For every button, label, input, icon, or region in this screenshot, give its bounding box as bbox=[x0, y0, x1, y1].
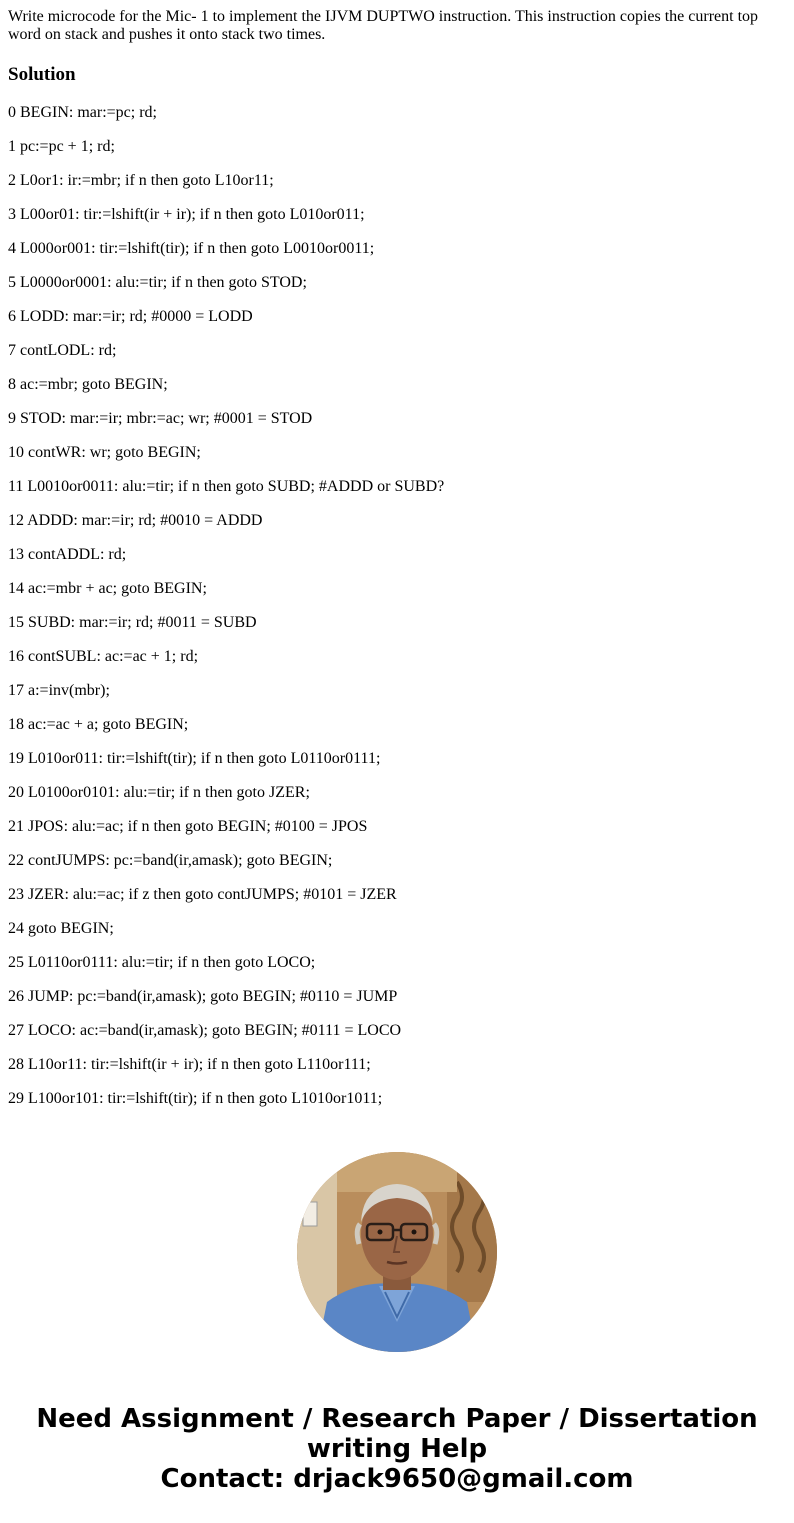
code-line: 0 BEGIN: mar:=pc; rd; bbox=[8, 104, 157, 121]
code-line: 17 a:=inv(mbr); bbox=[8, 682, 110, 699]
code-line: 18 ac:=ac + a; goto BEGIN; bbox=[8, 716, 189, 733]
code-line: 14 ac:=mbr + ac; goto BEGIN; bbox=[8, 580, 207, 597]
code-line: 27 LOCO: ac:=band(ir,amask); goto BEGIN; #0111 = LOCO bbox=[8, 1022, 402, 1039]
code-line: 6 LODD: mar:=ir; rd; #0000 = LODD bbox=[8, 308, 253, 325]
code-line: 8 ac:=mbr; goto BEGIN; bbox=[8, 376, 168, 393]
code-line: 21 JPOS: alu:=ac; if n then goto BEGIN; #0100 = JPOS bbox=[8, 818, 368, 835]
code-line: 16 contSUBL: ac:=ac + 1; rd; bbox=[8, 648, 199, 665]
code-line: 1 pc:=pc + 1; rd; bbox=[8, 138, 115, 155]
code-line: 19 L010or011: tir:=lshift(tir); if n then goto L0110or0111; bbox=[8, 750, 381, 767]
question-text: Write microcode for the Mic- 1 to implement the IJVM DUPTWO instruction. This instruction copies the current top word on stack and pushes it onto stack two times. bbox=[8, 8, 759, 43]
code-line: 15 SUBD: mar:=ir; rd; #0011 = SUBD bbox=[8, 614, 257, 631]
code-line: 13 contADDL: rd; bbox=[8, 546, 127, 563]
footer-contact-email: Contact: drjack9650@gmail.com bbox=[160, 1464, 634, 1494]
code-line: 12 ADDD: mar:=ir; rd; #0010 = ADDD bbox=[8, 512, 263, 529]
code-line: 22 contJUMPS: pc:=band(ir,amask); goto BEGIN; bbox=[8, 852, 333, 869]
microcode-listing bbox=[8, 104, 778, 1108]
code-line: 5 L0000or0001: alu:=tir; if n then goto STOD; bbox=[8, 274, 307, 291]
portrait-illustration bbox=[297, 1152, 497, 1352]
code-line: 25 L0110or0111: alu:=tir; if n then goto LOCO; bbox=[8, 954, 316, 971]
code-line: 24 goto BEGIN; bbox=[8, 920, 114, 937]
code-line: 29 L100or101: tir:=lshift(tir); if n then goto L1010or1011; bbox=[8, 1090, 383, 1107]
code-line: 7 contLODL: rd; bbox=[8, 342, 117, 359]
document-body bbox=[8, 8, 778, 1124]
code-line: 20 L0100or0101: alu:=tir; if n then goto JZER; bbox=[8, 784, 310, 801]
footer-line-2: writing Help bbox=[306, 1434, 488, 1464]
code-line: 3 L00or01: tir:=lshift(ir + ir); if n then goto L010or011; bbox=[8, 206, 365, 223]
code-line: 2 L0or1: ir:=mbr; if n then goto L10or11; bbox=[8, 172, 274, 189]
author-photo bbox=[297, 1152, 497, 1352]
code-line: 26 JUMP: pc:=band(ir,amask); goto BEGIN; #0110 = JUMP bbox=[8, 988, 398, 1005]
avatar bbox=[297, 1152, 497, 1352]
code-line: 4 L000or001: tir:=lshift(tir); if n then goto L0010or0011; bbox=[8, 240, 375, 257]
footer-line-1: Need Assignment / Research Paper / Dissertation bbox=[36, 1404, 758, 1434]
code-line: 11 L0010or0011: alu:=tir; if n then goto SUBD; #ADDD or SUBD? bbox=[8, 478, 445, 495]
code-line: 9 STOD: mar:=ir; mbr:=ac; wr; #0001 = STOD bbox=[8, 410, 313, 427]
code-line: 10 contWR: wr; goto BEGIN; bbox=[8, 444, 201, 461]
code-line: 23 JZER: alu:=ac; if z then goto contJUMPS; #0101 = JZER bbox=[8, 886, 397, 903]
solution-heading: Solution bbox=[8, 64, 76, 85]
code-line: 28 L10or11: tir:=lshift(ir + ir); if n then goto L110or111; bbox=[8, 1056, 371, 1073]
contact-footer bbox=[0, 1404, 794, 1494]
